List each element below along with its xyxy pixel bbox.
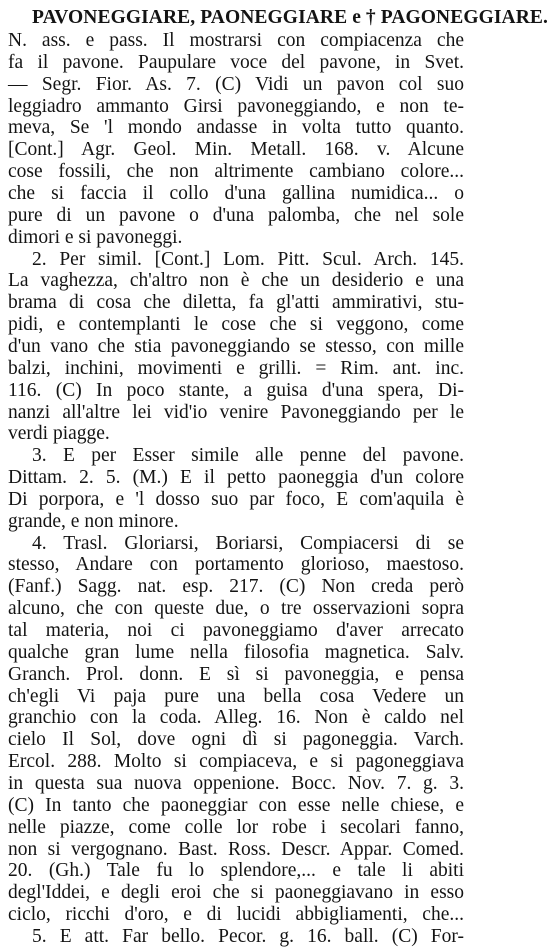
entry-line: leggiadro ammanto Girsi pavoneggiando, e non te- bbox=[8, 95, 464, 117]
entry-line: — Segr. Fior. As. 7. (C) Vidi un pavon col suo bbox=[8, 73, 464, 95]
entry-line: qualche gran lume nella filosofia magnetica. Salv. bbox=[8, 641, 464, 663]
entry-line: grande, e non minore. bbox=[8, 510, 179, 532]
entry-line: N. ass. e pass. Il mostrarsi con compiacenza che bbox=[8, 30, 464, 51]
entry-line: nelle piazze, come colle lor robe i secolari fanno, bbox=[8, 816, 464, 838]
entry-line: 2. Per simil. [Cont.] Lom. Pitt. Scul. Arch. 145. bbox=[32, 248, 464, 270]
entry-line: Dittam. 2. 5. (M.) E il petto paoneggia d'un colore bbox=[8, 467, 464, 488]
entry-line: degl'Iddei, e degli eroi che si paoneggiavano in esso bbox=[8, 882, 464, 904]
entry-line: 3. E per Esser simile alle penne del pavone. bbox=[32, 445, 464, 467]
entry-line: non si vergognano. Bast. Ross. Descr. Appar. Comed. bbox=[8, 838, 464, 860]
entry-line: 4. Trasl. Gloriarsi, Boriarsi, Compiacersi di se bbox=[32, 532, 464, 554]
entry-line: in questa sua nuova oppenione. Bocc. Nov. 7. g. 3. bbox=[8, 772, 464, 794]
entry-line: La vaghezza, ch'altro non è che un desiderio e una bbox=[8, 270, 464, 292]
entry-headword: PAVONEGGIARE, PAONEGGIARE e † PAGONEGGIARE. bbox=[32, 7, 548, 28]
entry-line: dimori e si pavoneggi. bbox=[8, 226, 183, 248]
entry-line: ciclo, ricchi d'oro, e di lucidi abbigliamenti, che... bbox=[8, 904, 464, 925]
entry-line: alcuno, che con queste due, o tre osservazioni sopra bbox=[8, 598, 464, 620]
entry-line: d'un vano che stia pavoneggiando se stesso, con mille bbox=[8, 335, 464, 357]
entry-line: 116. (C) In poco stante, a guisa d'una spera, Di- bbox=[8, 379, 464, 401]
entry-line: Ercol. 288. Molto si compiaceva, e si pagoneggiava bbox=[8, 751, 464, 773]
entry-line: brama di cosa che diletta, fa gl'atti ammirativi, stu- bbox=[8, 292, 464, 314]
entry-line: Granch. Prol. donn. E sì si pavoneggia, e pensa bbox=[8, 663, 464, 685]
entry-line: cose fossili, che non altrimente cambiano colore... bbox=[8, 161, 464, 183]
entry-line: fa il pavone. Paupulare voce del pavone, in Svet. bbox=[8, 51, 464, 73]
entry-line: [Cont.] Agr. Geol. Min. Metall. 168. v. Alcune bbox=[8, 139, 464, 161]
entry-line: meva, Se 'l mondo andasse in volta tutto quanto. bbox=[8, 117, 464, 139]
entry-line: granchio con la coda. Alleg. 16. Non è caldo nel bbox=[8, 707, 464, 729]
entry-line: pure di un pavone o d'una palomba, che nel sole bbox=[8, 204, 464, 226]
entry-line: cielo Il Sol, dove ogni dì si pagoneggia. Varch. bbox=[8, 729, 464, 751]
entry-line: Di porpora, e 'l dosso suo par foco, E com'aquila è bbox=[8, 488, 464, 510]
entry-line: ch'egli Vi paja pure una bella cosa Vedere un bbox=[8, 685, 464, 707]
entry-line: stesso, Andare con portamento glorioso, maestoso. bbox=[8, 554, 464, 576]
entry-line: (Fanf.) Sagg. nat. esp. 217. (C) Non creda però bbox=[8, 576, 464, 598]
entry-line: 20. (Gh.) Tale fu lo splendore,... e tale li abiti bbox=[8, 860, 464, 882]
entry-line: che si faccia il collo d'una gallina numidica... o bbox=[8, 183, 464, 204]
entry-line: 5. E att. Far bello. Pecor. g. 16. ball. (C) For- bbox=[32, 925, 464, 947]
entry-line: tal materia, noi ci pavoneggiamo d'aver arrecato bbox=[8, 620, 464, 641]
entry-line: balzi, inchini, movimenti e grilli. = Rim. ant. inc. bbox=[8, 357, 464, 379]
entry-line: nanzi all'altre lei vid'io venire Pavoneggiando per le bbox=[8, 401, 464, 423]
entry-line: (C) In tanto che paoneggiar con esse nelle chiese, e bbox=[8, 794, 464, 816]
entry-line: verdi piagge. bbox=[8, 423, 110, 445]
entry-line: pidi, e contemplanti le cose che si veggono, come bbox=[8, 314, 464, 336]
